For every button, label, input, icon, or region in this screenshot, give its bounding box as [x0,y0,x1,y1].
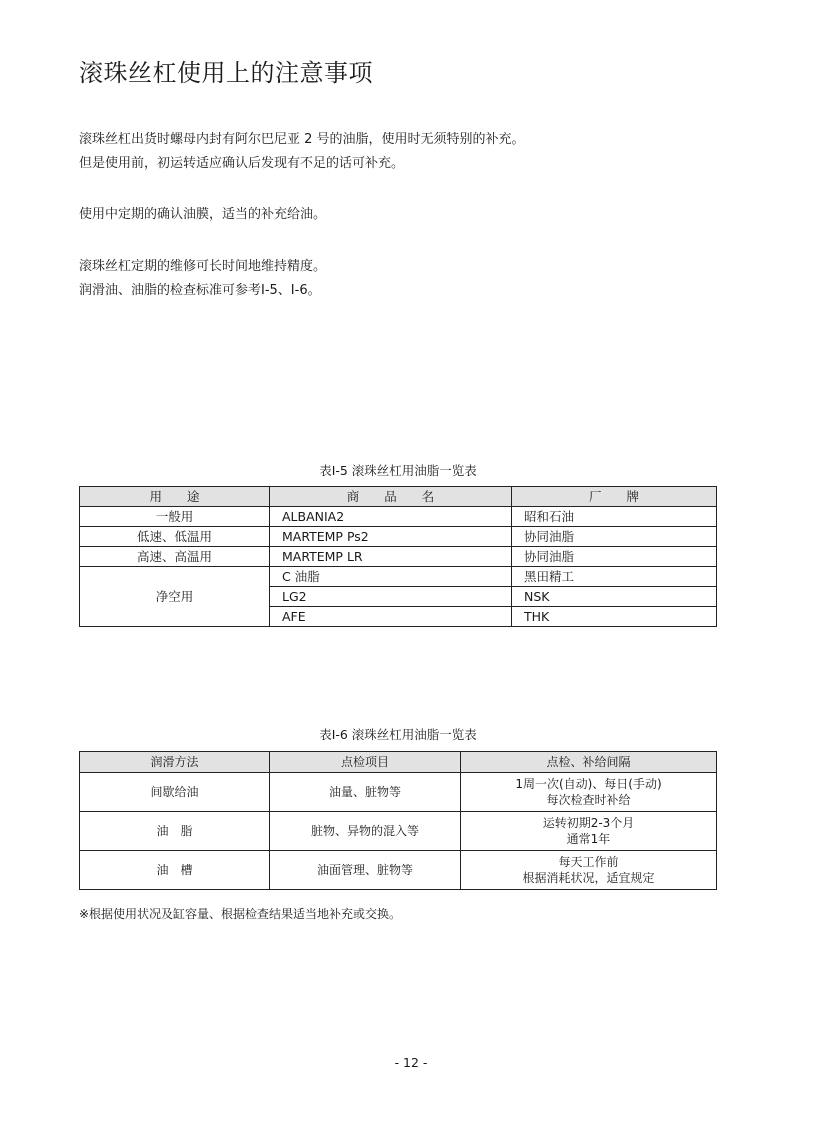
table-row [80,527,717,547]
table5-caption: 表Ⅰ-5 滚珠丝杠用油脂一览表 [319,463,477,478]
header-use: 用 途 [80,487,270,507]
cell-product: C 油脂 [270,567,512,587]
header-interval: 点检、补给间隔 [461,752,717,773]
cell-product: AFE [270,607,512,627]
paragraph-line: 润滑油、油脂的检查标准可参考Ⅰ-5、Ⅰ-6。 [79,283,321,298]
cell-item: 脏物、异物的混入等 [270,812,461,851]
page-title: 滚珠丝杠使用上的注意事项 [79,59,373,87]
cell-item: 油面管理、脏物等 [270,851,461,890]
paragraph-line: 但是使用前，初运转适应确认后发现有不足的话可补充。 [79,156,405,171]
table-row [80,507,717,527]
interval-line: 每天工作前 [558,855,619,869]
table-row [80,547,717,567]
cell-method: 油 槽 [80,851,270,890]
cell-use: 一般用 [80,507,270,527]
cell-brand: 协同油脂 [512,527,717,547]
cell-brand: THK [512,607,717,627]
paragraph-1 [79,128,525,176]
cell-method: 油 脂 [80,812,270,851]
paragraph-line: 滚珠丝杠定期的维修可长时间地维持精度。 [79,259,327,274]
paragraph-line: 滚珠丝杠出货时螺母内封有阿尔巴尼亚 2 号的油脂，使用时无须特别的补充。 [79,132,525,147]
grease-table [79,486,717,627]
cell-method: 间歇给油 [80,773,270,812]
interval-line: 1周一次(自动)、每日(手动) [515,777,662,791]
cell-product: MARTEMP LR [270,547,512,567]
table-header-row [80,752,717,773]
paragraph-2 [79,203,326,227]
inspection-table [79,751,717,890]
paragraph-line: 使用中定期的确认油膜，适当的补充给油。 [79,207,327,222]
cell-use: 低速、低温用 [80,527,270,547]
cell-interval [461,773,717,812]
interval-line: 根据消耗状况，适宜规定 [522,871,655,885]
interval-line: 每次检查时补给 [546,793,631,807]
table-row [80,567,717,587]
cell-product: LG2 [270,587,512,607]
page-number: - 12 - [394,1055,428,1070]
header-brand: 厂 牌 [512,487,717,507]
table-header-row [80,487,717,507]
interval-line: 通常1年 [566,832,611,846]
cell-brand: NSK [512,587,717,607]
cell-item: 油量、脏物等 [270,773,461,812]
cell-brand: 协同油脂 [512,547,717,567]
cell-use-merged: 净空用 [80,567,270,627]
cell-interval [461,851,717,890]
cell-interval [461,812,717,851]
table-row [80,812,717,851]
table6-caption: 表Ⅰ-6 滚珠丝杠用油脂一览表 [319,727,477,742]
interval-line: 运转初期2-3个月 [542,816,635,830]
header-item: 点检项目 [270,752,461,773]
cell-product: ALBANIA2 [270,507,512,527]
table-row [80,851,717,890]
header-method: 润滑方法 [80,752,270,773]
cell-use: 高速、高温用 [80,547,270,567]
table-row [80,773,717,812]
paragraph-3 [79,255,326,303]
footnote: ※根据使用状况及缸容量、根据检查结果适当地补充或交换。 [79,907,402,921]
header-product: 商 品 名 [270,487,512,507]
cell-brand: 昭和石油 [512,507,717,527]
cell-product: MARTEMP Ps2 [270,527,512,547]
cell-brand: 黑田精工 [512,567,717,587]
